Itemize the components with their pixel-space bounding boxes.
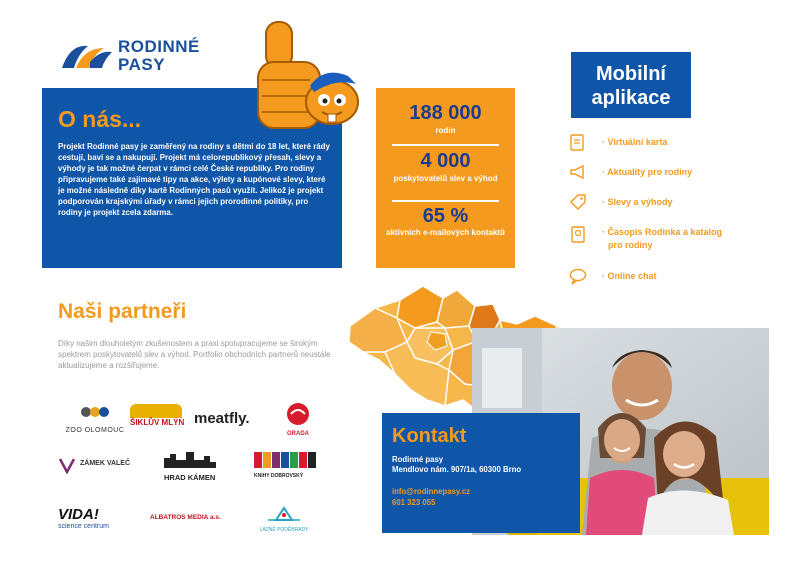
stat-families-label: rodin bbox=[435, 126, 456, 135]
contact-phone[interactable]: 601 323 055 bbox=[392, 498, 436, 507]
about-text: Projekt Rodinné pasy je zaměřený na rodiny s dětmi do 18 let, které rády cestují, baví se a nakupují. Projekt má celorepublikový přesah, slevy a výhody je tak možné čerpat v rámci celé České republiky. Pro rodiny připravujeme také zajímavé tipy na akce, výlety a kupónové slevy, které je možné následně díky kartě Rodinných pasů využít. Jelikož je projekt podporován krajskými úřady v rámci jejich prorodinné politiky, pro rodiny je projekt zcela zdarma. bbox=[58, 142, 330, 217]
stats-panel bbox=[376, 88, 515, 268]
stat-emails-label: aktivních e-mailových kontaktů bbox=[386, 228, 505, 237]
partner-logo-albatros: ALBATROS MEDIA a.s. bbox=[150, 514, 221, 521]
partners-title: Naši partneři bbox=[58, 300, 187, 323]
partner-logo-zoo-olomouc: ZOO OLOMOUC bbox=[58, 402, 132, 436]
stat-families-value: 188 000 bbox=[409, 102, 482, 124]
partner-logo-siklus-mlyn: ŠIKLŮV MLÝN bbox=[128, 404, 202, 438]
brand-name: RODINNÉ PASY bbox=[118, 37, 200, 74]
partner-logo-zamek-valec: ZÁMEK VALEČ bbox=[58, 456, 138, 490]
about-title: O nás... bbox=[58, 106, 142, 132]
card-icon bbox=[568, 132, 588, 152]
partner-logo-lazne-podebrady: LÁZNĚ PODĚBRADY bbox=[254, 504, 314, 538]
contact-box bbox=[382, 413, 580, 533]
contact-email-link[interactable]: info@rodinnepasy.cz bbox=[392, 487, 471, 496]
tag-icon bbox=[568, 192, 588, 212]
partners-text: Díky našim dlouholetým zkušenostem a praxi spolupracujeme se širokým spektrem poskytovatelů slev a výhod. Portfolio obchodních partnerů neustále aktualizujeme a rozšiřujeme. bbox=[58, 339, 331, 370]
stat-providers-value: 4 000 bbox=[420, 150, 471, 172]
stat-divider bbox=[392, 144, 499, 146]
feature-discounts: · Slevy a výhody bbox=[568, 190, 748, 216]
feature-virtual-card: · Virtuální karta bbox=[568, 130, 748, 156]
brand-logo-icon bbox=[60, 40, 114, 72]
partner-logo-grada: GRADA bbox=[278, 402, 318, 436]
megaphone-icon bbox=[568, 162, 588, 182]
stat-emails-value: 65 % bbox=[422, 205, 469, 227]
mobile-app-heading: Mobilní aplikace bbox=[571, 52, 691, 118]
magazine-icon bbox=[568, 224, 588, 244]
contact-name: Rodinné pasy bbox=[392, 455, 444, 464]
feature-chat: · Online chat bbox=[568, 264, 748, 290]
partner-logo-hrad-kamen: HRAD KÁMEN bbox=[162, 450, 236, 484]
contact-title: Kontakt bbox=[392, 425, 467, 447]
partner-logo-knihy-dobrovsky: KNIHY DOBROVSKÝ bbox=[254, 452, 316, 486]
contact-address: Mendlovo nám. 907/1a, 60300 Brno bbox=[392, 465, 522, 474]
feature-magazine: · Časopis Rodinka a katalog pro rodiny bbox=[568, 222, 748, 256]
partner-logo-meatfly: meatfly. bbox=[194, 410, 250, 427]
mascot-thumbs-up-icon bbox=[252, 14, 362, 132]
partner-logo-vida: VIDA! science centrum bbox=[58, 506, 109, 530]
stat-providers-label: poskytovatelů slev a výhod bbox=[393, 174, 498, 183]
stat-divider bbox=[392, 200, 499, 202]
feature-news: · Aktuality pro rodiny bbox=[568, 160, 748, 186]
